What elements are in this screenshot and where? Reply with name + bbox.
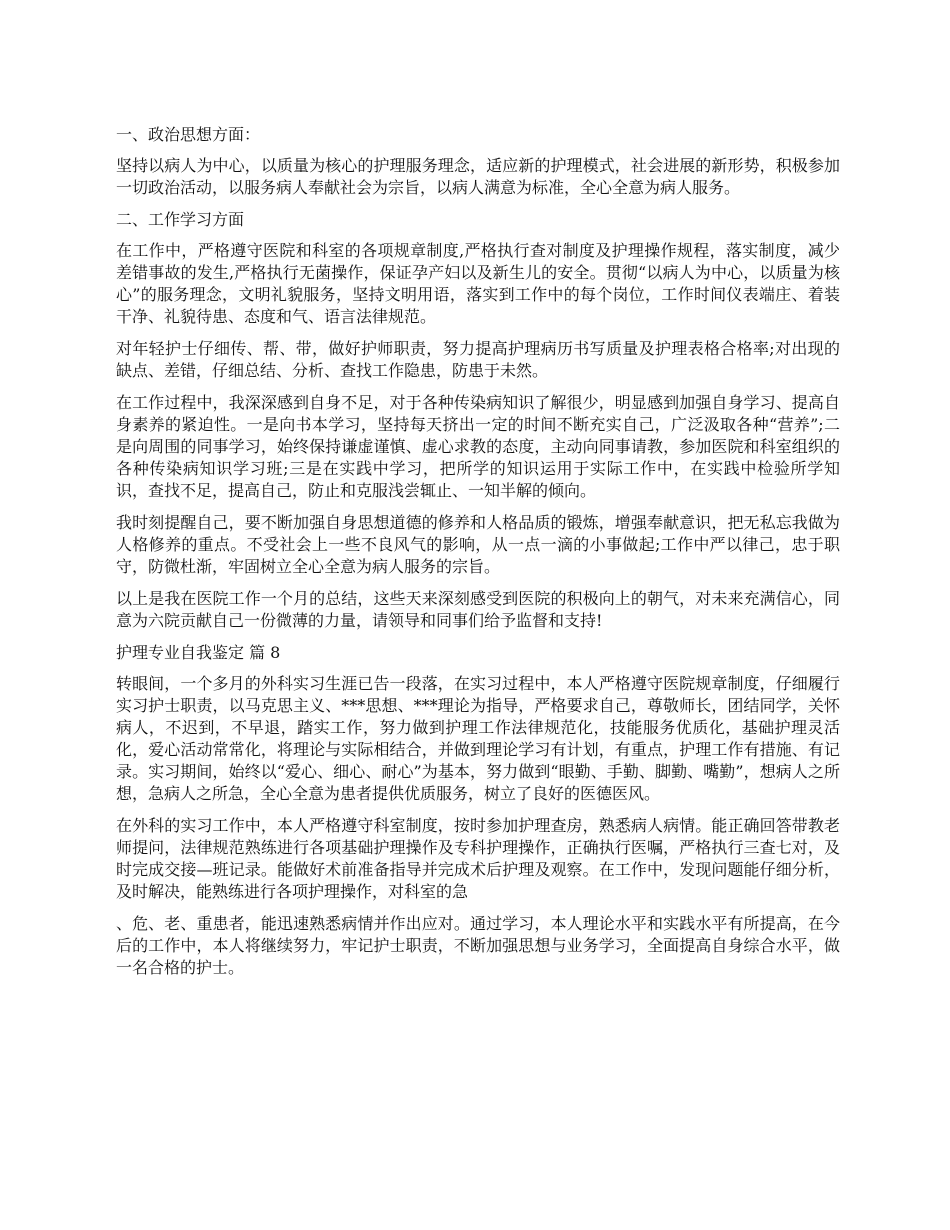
section-heading-work-study: 二、工作学习方面 — [116, 210, 245, 229]
paragraph: 在工作中，严格遵守医院和科室的各项规章制度,严格执行查对制度及护理操作规程，落实制度，减少差错事故的发生,严格执行无菌操作，保证孕产妇以及新生儿的安全。贯彻“以病人为中心，以质量为核心”的服务理念，文明礼貌服务，坚持文明用语，落实到工作中的每个岗位，工作时间仪表端庄、着装干净、礼貌待患、态度和气、语言法律规范。 — [116, 241, 840, 326]
section-heading-politics: 一、政治思想方面： — [116, 125, 261, 144]
paragraph: 、危、老、重患者，能迅速熟悉病情并作出应对。通过学习，本人理论水平和实践水平有所提高，在今后的工作中，本人将继续努力，牢记护士职责，不断加强思想与业务学习，全面提高自身综合水平，做一名合格的护士。 — [116, 914, 840, 977]
paragraph: 我时刻提醒自己，要不断加强自身思想道德的修养和人格品质的锻炼，增强奉献意识，把无私忘我做为人格修养的重点。不受社会上一些不良风气的影响，从一点一滴的小事做起;工作中严以律己，忠于职守，防微杜渐，牢固树立全心全意为病人服务的宗旨。 — [116, 513, 840, 576]
paragraph: 在外科的实习工作中，本人严格遵守科室制度，按时参加护理查房，熟悉病人病情。能正确回答带教老师提问，法律规范熟练进行各项基础护理操作及专科护理操作，正确执行医嘱，严格执行三查七对，及时完成交接—班记录。能做好术前准备指导并完成术后护理及观察。在工作中，发现问题能仔细分析，及时解决，能熟练进行各项护理操作，对科室的急 — [116, 816, 840, 901]
paragraph: 坚持以病人为中心，以质量为核心的护理服务理念，适应新的护理模式，社会进展的新形势，积极参加一切政治活动，以服务病人奉献社会为宗旨，以病人满意为标准，全心全意为病人服务。 — [116, 156, 840, 197]
section-heading-article-8: 护理专业自我鉴定 篇 8 — [116, 643, 281, 662]
paragraph: 以上是我在医院工作一个月的总结，这些天来深刻感受到医院的积极向上的朝气，对未来充满信心，同意为六院贡献自己一份微薄的力量，请领导和同事们给予监督和支持! — [116, 589, 840, 630]
paragraph: 对年轻护士仔细传、帮、带，做好护师职责，努力提高护理病历书写质量及护理表格合格率;对出现的缺点、差错，仔细总结、分析、查找工作隐患，防患于未然。 — [116, 339, 840, 380]
paragraph: 在工作过程中，我深深感到自身不足，对于各种传染病知识了解很少，明显感到加强自身学习、提高自身素养的紧迫性。一是向书本学习，坚持每天挤出一定的时间不断充实自己，广泛汲取各种“营养”;二是向周围的同事学习，始终保持谦虚谨慎、虚心求教的态度，主动向同事请教，参加医院和科室组织的各种传染病知识学习班;三是在实践中学习，把所学的知识运用于实际工作中，在实践中检验所学知识，查找不足，提高自己，防止和克服浅尝辄止、一知半解的倾向。 — [116, 393, 840, 500]
document-body — [116, 124, 840, 989]
paragraph: 转眼间，一个多月的外科实习生涯已告一段落，在实习过程中，本人严格遵守医院规章制度，仔细履行实习护士职责，以马克思主义、***思想、***理论为指导，严格要求自己，尊敬师长，团结同学，关怀病人，不迟到，不早退，踏实工作，努力做到护理工作法律规范化，技能服务优质化，基础护理灵活化，爱心活动常常化，将理论与实际相结合，并做到理论学习有计划，有重点，护理工作有措施、有记录。实习期间，始终以“爱心、细心、耐心”为基本，努力做到“眼勤、手勤、脚勤、嘴勤”，想病人之所想，急病人之所急，全心全意为患者提供优质服务，树立了良好的医德医风。 — [116, 674, 840, 803]
